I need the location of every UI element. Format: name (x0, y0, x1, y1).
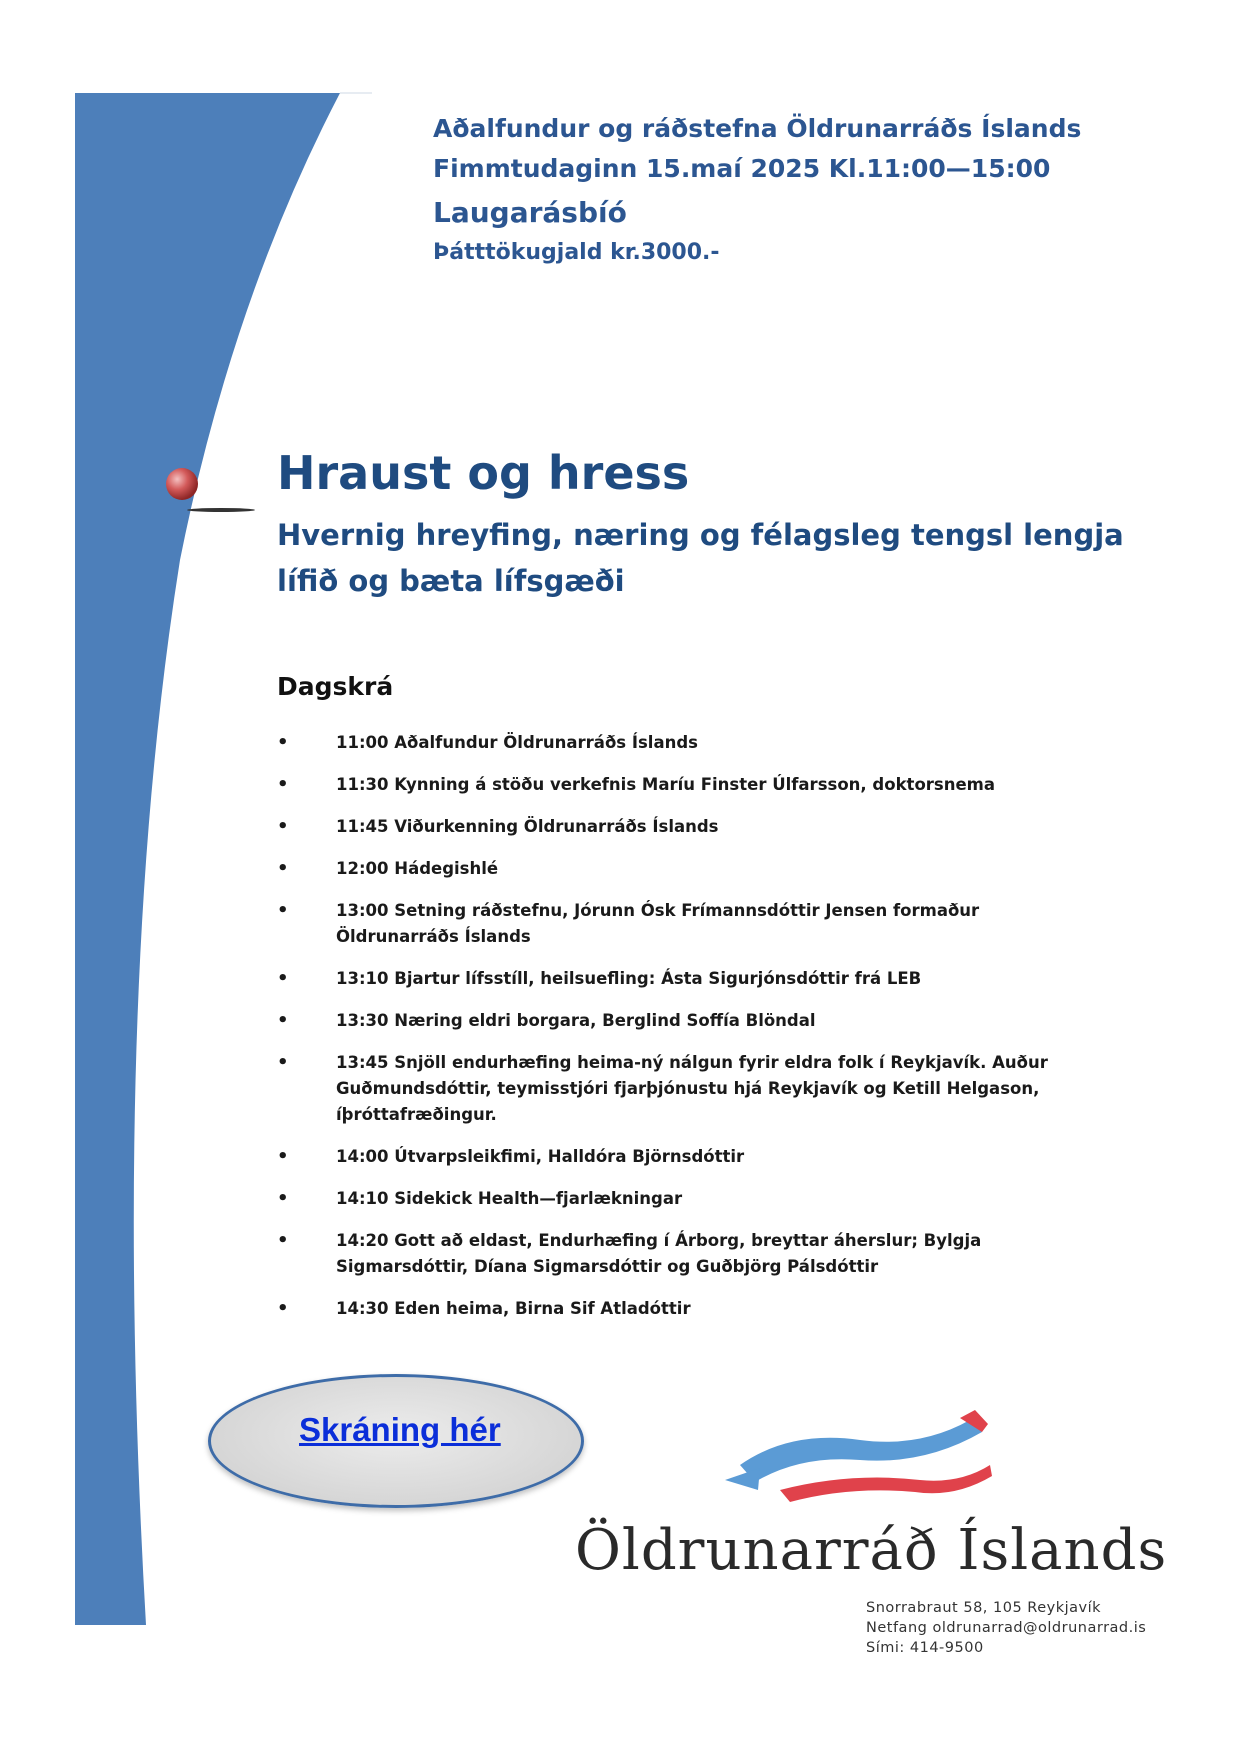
bullet-icon: • (277, 1298, 289, 1319)
ball-shadow-line (186, 506, 256, 514)
contact-address: Snorrabraut 58, 105 Reykjavík (866, 1600, 1102, 1616)
agenda-item: • 13:10 Bjartur lífsstíll, heilsuefling: Ásta Sigurjónsdóttir frá LEB (277, 966, 1077, 992)
bullet-icon: • (277, 1188, 289, 1209)
bullet-icon: • (277, 732, 289, 753)
bullet-icon: • (277, 1010, 289, 1031)
agenda-item: • 14:00 Útvarpsleikfimi, Halldóra Björnsdóttir (277, 1144, 1077, 1170)
agenda-item: • 11:45 Viðurkenning Öldrunarráðs Íslands (277, 814, 1077, 840)
agenda-item: • 13:30 Næring eldri borgara, Berglind Soffía Blöndal (277, 1008, 1077, 1034)
red-ball-decoration (164, 466, 200, 502)
agenda-item: • 14:10 Sidekick Health—fjarlækningar (277, 1186, 1077, 1212)
agenda-item: • 11:00 Aðalfundur Öldrunarráðs Íslands (277, 730, 1077, 756)
register-link[interactable]: Skráning hér (299, 1411, 501, 1448)
agenda-item: • 12:00 Hádegishlé (277, 856, 1077, 882)
contact-info (866, 1598, 1146, 1658)
bullet-icon: • (277, 968, 289, 989)
event-venue: Laugarásbíó (433, 196, 627, 229)
page-title: Hraust og hress (277, 446, 690, 500)
event-date: Fimmtudaginn 15.maí 2025 Kl.11:00—15:00 (433, 154, 1051, 183)
page-subtitle: Hvernig hreyfing, næring og félagsleg tengsl lengja lífið og bæta lífsgæði (277, 518, 1124, 598)
event-title: Aðalfundur og ráðstefna Öldrunarráðs Íslands (433, 114, 1082, 143)
bullet-icon: • (277, 1052, 289, 1073)
event-fee: Þátttökugjald kr.3000.- (433, 240, 720, 265)
agenda-item: • 14:30 Eden heima, Birna Sif Atladóttir (277, 1296, 1077, 1322)
agenda-item: • 11:30 Kynning á stöðu verkefnis Maríu Finster Úlfarsson, doktorsnema (277, 772, 1077, 798)
ribbon-logo-icon (720, 1410, 1000, 1520)
bullet-icon: • (277, 1230, 289, 1251)
contact-email: Netfang oldrunarrad@oldrunarrad.is (866, 1620, 1147, 1636)
bullet-icon: • (277, 1146, 289, 1167)
agenda-item: • 14:20 Gott að eldast, Endurhæfing í Árborg, breyttar áherslur; Bylgja Sigmarsdóttir, Díana Sigmarsdóttir og Guðbjörg Pálsdóttir (277, 1230, 982, 1276)
event-info (433, 114, 1081, 265)
register-button[interactable] (208, 1374, 584, 1508)
agenda-item: • 13:00 Setning ráðstefnu, Jórunn Ósk Frímannsdóttir Jensen formaður Öldrunarráðs Íslands (277, 900, 980, 946)
agenda-title: Dagskrá (277, 672, 394, 701)
agenda-list (277, 730, 1077, 1338)
agenda-item: • 13:45 Snjöll endurhæfing heima-ný nálgun fyrir eldra folk í Reykjavík. Auður Guðmundsdóttir, teymisstjóri fjarþjónustu hjá Reykjavík og Ketill Helgason, íþróttafræðingur. (277, 1052, 1048, 1124)
bullet-icon: • (277, 774, 289, 795)
bullet-icon: • (277, 858, 289, 879)
logo-wordmark: Öldrunarráð Íslands (575, 1518, 1168, 1583)
bullet-icon: • (277, 900, 289, 921)
bullet-icon: • (277, 816, 289, 837)
contact-phone: Sími: 414-9500 (866, 1640, 984, 1656)
